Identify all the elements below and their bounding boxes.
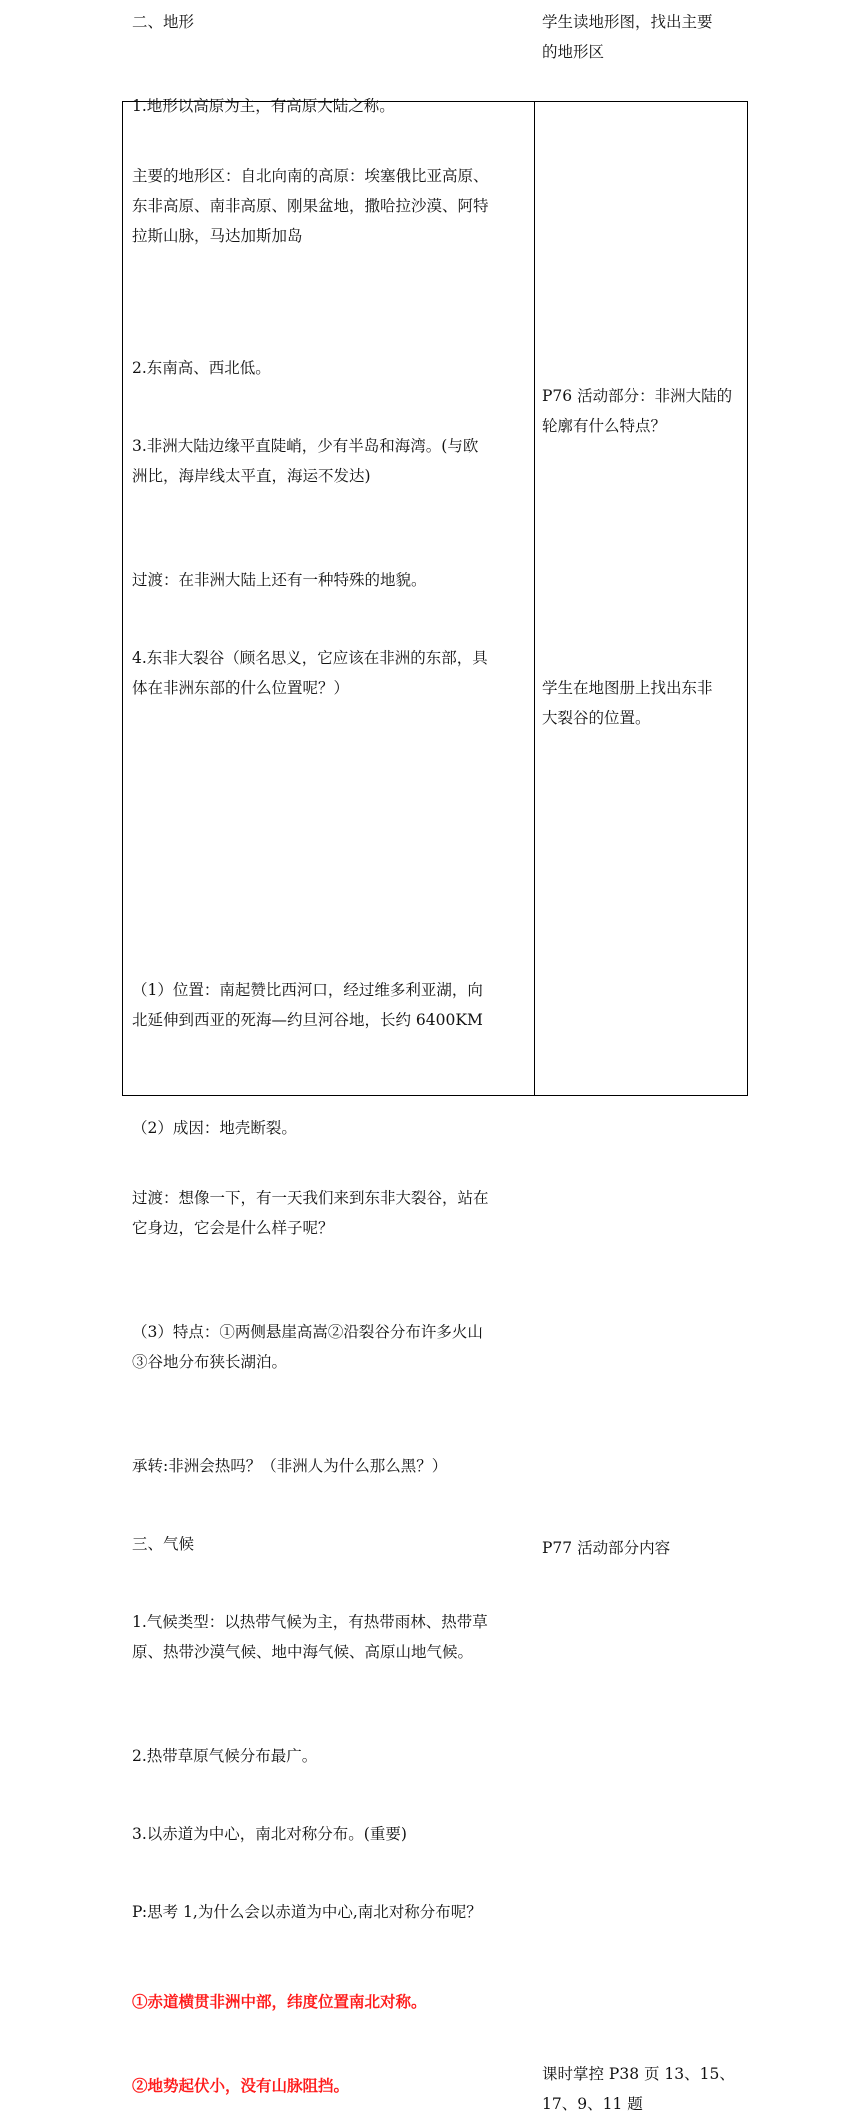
left-line: 北延伸到西亚的死海—约旦河谷地，长约 6400KM <box>132 1011 483 1029</box>
right-line: 大裂谷的位置。 <box>542 709 651 727</box>
left-paragraph-10 <box>132 1183 489 1243</box>
left-line: 2.东南高、西北低。 <box>132 359 271 377</box>
left-paragraph-18 <box>132 1987 427 2017</box>
left-line: ①赤道横贯非洲中部，纬度位置南北对称。 <box>132 1992 427 2011</box>
left-line: 拉斯山脉，马达加斯加岛 <box>132 227 303 245</box>
right-line: P76 活动部分：非洲大陆的 <box>542 387 733 405</box>
right-paragraph-3 <box>542 673 713 733</box>
left-line: 过渡：在非洲大陆上还有一种特殊的地貌。 <box>132 571 427 589</box>
right-line: 课时掌控 P38 页 13、15、 <box>542 2065 735 2083</box>
left-line: 1.气候类型：以热带气候为主，有热带雨林、热带草 <box>132 1613 488 1631</box>
left-paragraph-16 <box>132 1819 407 1849</box>
left-paragraph-3 <box>132 161 489 251</box>
left-line: 洲比，海岸线太平直，海运不发达) <box>132 467 371 485</box>
right-line: 17、9、11 题 <box>542 2095 643 2113</box>
right-line: 轮廓有什么特点？ <box>542 417 667 435</box>
left-line: 体在非洲东部的什么位置呢？） <box>132 679 350 697</box>
right-paragraph-5 <box>542 2059 735 2119</box>
left-paragraph-2 <box>132 91 395 121</box>
left-paragraph-8 <box>132 975 483 1035</box>
left-paragraph-9 <box>132 1113 297 1143</box>
left-line: 原、热带沙漠气候、地中海气候、高原山地气候。 <box>132 1643 474 1661</box>
left-line: （2）成因：地壳断裂。 <box>132 1119 297 1137</box>
column-divider <box>534 102 535 1095</box>
left-line: 三、气候 <box>132 1535 195 1553</box>
left-line: （1）位置：南起赞比西河口，经过维多利亚湖，向 <box>132 981 483 999</box>
left-line: 3.以赤道为中心，南北对称分布。(重要) <box>132 1825 407 1843</box>
right-line: 学生在地图册上找出东非 <box>542 679 713 697</box>
left-paragraph-11 <box>132 1317 483 1377</box>
left-paragraph-14 <box>132 1607 488 1667</box>
left-paragraph-19 <box>132 2071 349 2101</box>
left-line: 它身边，它会是什么样子呢？ <box>132 1219 334 1237</box>
right-line: 学生读地形图，找出主要 <box>542 13 713 31</box>
left-line: ②地势起伏小，没有山脉阻挡。 <box>132 2076 350 2095</box>
left-line: 1.地形以高原为主，有高原大陆之称。 <box>132 97 395 115</box>
left-paragraph-7 <box>132 643 488 703</box>
left-line: 过渡：想像一下，有一天我们来到东非大裂谷，站在 <box>132 1189 489 1207</box>
left-paragraph-13 <box>132 1529 194 1559</box>
left-line: 3.非洲大陆边缘平直陡峭，少有半岛和海湾。(与欧 <box>132 437 479 455</box>
right-paragraph-2 <box>542 381 732 441</box>
left-paragraph-12 <box>132 1451 447 1481</box>
left-line: 承转:非洲会热吗？（非洲人为什么那么黑？） <box>132 1457 448 1475</box>
right-paragraph-4 <box>542 1533 670 1563</box>
left-paragraph-1 <box>132 7 194 37</box>
left-line: P:思考 1,为什么会以赤道为中心,南北对称分布呢？ <box>132 1903 482 1921</box>
left-paragraph-5 <box>132 431 478 491</box>
left-paragraph-6 <box>132 565 427 595</box>
left-paragraph-17 <box>132 1897 482 1927</box>
left-line: ③谷地分布狭长湖泊。 <box>132 1353 288 1371</box>
left-line: 东非高原、南非高原、刚果盆地，撒哈拉沙漠、阿特 <box>132 197 489 215</box>
left-line: 主要的地形区：自北向南的高原：埃塞俄比亚高原、 <box>132 167 489 185</box>
left-line: 2.热带草原气候分布最广。 <box>132 1747 318 1765</box>
left-line: 二、地形 <box>132 13 195 31</box>
right-line: 的地形区 <box>542 43 605 61</box>
left-paragraph-4 <box>132 353 271 383</box>
left-line: 4.东非大裂谷（顾名思义，它应该在非洲的东部，具 <box>132 649 488 667</box>
left-line: （3）特点：①两侧悬崖高嵩②沿裂谷分布许多火山 <box>132 1323 483 1341</box>
lesson-table <box>122 13 748 2113</box>
right-line: P77 活动部分内容 <box>542 1539 671 1557</box>
right-paragraph-1 <box>542 7 713 67</box>
left-paragraph-15 <box>132 1741 317 1771</box>
